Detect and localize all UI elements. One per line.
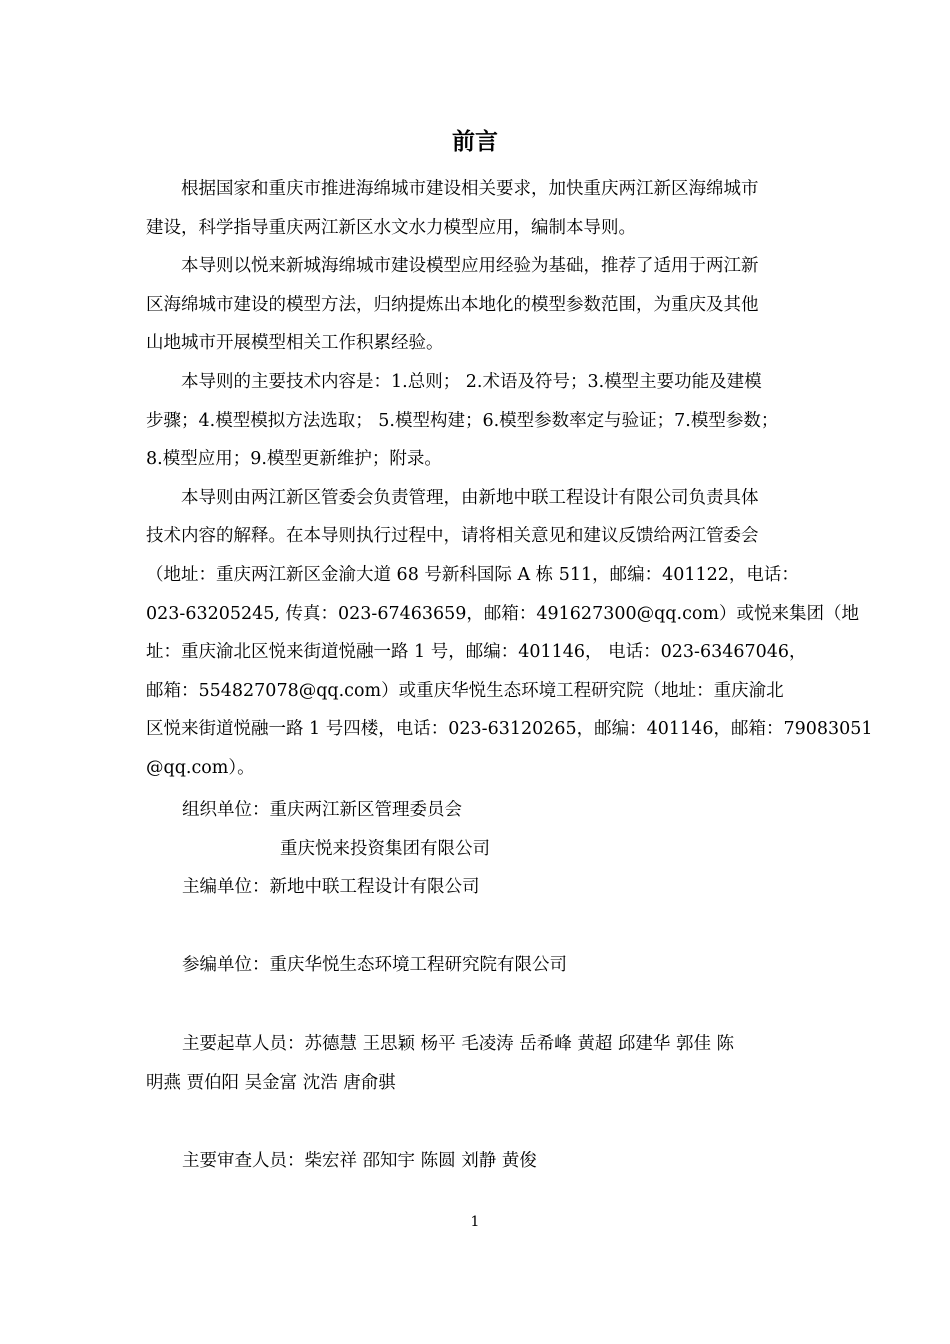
paragraph-line: 区悦来街道悦融一路 1 号四楼，电话：023-63120265，邮编：401146，邮箱：79083051	[146, 719, 873, 740]
paragraph-line: @qq.com）。	[146, 757, 255, 778]
organizer-label: 组织单位：	[182, 800, 270, 820]
drafters-block	[146, 1025, 806, 1102]
drafters-row	[146, 1025, 806, 1064]
paragraph-line: 步骤；4.模型模拟方法选取； 5.模型构建；6.模型参数率定与验证；7.模型参数；	[146, 410, 779, 431]
reviewers-names: 柴宏祥 邵知宇 陈圆 刘静 黄俊	[304, 1151, 537, 1171]
organizer-name: 重庆两江新区管理委员会	[269, 800, 462, 820]
chief-editor-label: 主编单位：	[182, 877, 270, 898]
preface-body	[146, 170, 873, 788]
co-editor-block	[146, 946, 806, 985]
paragraph-line: 本导则由两江新区管委会负责管理，由新地中联工程设计有限公司负责具体	[181, 487, 759, 508]
co-editor-label: 参编单位：	[182, 955, 270, 975]
organizer-name-second: 重庆悦来投资集团有限公司	[280, 838, 490, 859]
paragraph-purpose	[146, 170, 806, 247]
organizer-block	[146, 791, 806, 907]
drafters-names-continued: 明燕 贾伯阳 吴金富 沈浩 唐俞骐	[146, 1072, 396, 1093]
paragraph-line: 根据国家和重庆市推进海绵城市建设相关要求，加快重庆两江新区海绵城市	[181, 179, 759, 199]
page-number: 1	[470, 1214, 480, 1230]
drafters-names: 苏德慧 王思颖 杨平 毛凌涛 岳希峰 黄超 邱建华 郭佳 陈	[304, 1034, 735, 1054]
paragraph-line: 本导则以悦来新城海绵城市建设模型应用经验为基础，推荐了适用于两江新	[181, 256, 759, 277]
paragraph-line: 建设，科学指导重庆两江新区水文水力模型应用，编制本导则。	[146, 217, 636, 238]
paragraph-line: 023-63205245, 传真：023-67463659，邮箱：491627300@qq.com）或悦来集团（地	[146, 603, 860, 624]
reviewers-label: 主要审查人员：	[182, 1151, 305, 1171]
reviewers-block	[146, 1142, 806, 1181]
chief-editor-row	[146, 868, 806, 907]
paragraph-line: 8.模型应用；9.模型更新维护；附录。	[146, 449, 442, 470]
co-editor-name: 重庆华悦生态环境工程研究院有限公司	[269, 955, 567, 975]
paragraph-line: （地址：重庆两江新区金渝大道 68 号新科国际 A 栋 511，邮编：401122，电话：	[146, 564, 799, 585]
reviewers-row	[146, 1142, 806, 1181]
drafters-label: 主要起草人员：	[182, 1034, 305, 1054]
paragraph-line: 邮箱：554827078@qq.com）或重庆华悦生态环境工程研究院（地址：重庆渝北	[146, 680, 784, 701]
paragraph-line: 山地城市开展模型相关工作积累经验。	[146, 333, 444, 354]
co-editor-row	[146, 946, 806, 985]
paragraph-line: 技术内容的解释。在本导则执行过程中，请将相关意见和建议反馈给两江管委会	[146, 526, 759, 547]
chief-editor-name: 新地中联工程设计有限公司	[269, 877, 480, 898]
paragraph-basis	[146, 247, 806, 363]
paragraph-line: 本导则的主要技术内容是：1.总则； 2.术语及符号；3.模型主要功能及建模	[181, 371, 762, 392]
paragraph-management	[146, 479, 873, 788]
paragraph-contents	[146, 363, 806, 479]
organizer-row	[146, 791, 806, 830]
paragraph-line: 区海绵城市建设的模型方法，归纳提炼出本地化的模型参数范围，为重庆及其他	[146, 294, 759, 315]
paragraph-line: 址：重庆渝北区悦来街道悦融一路 1 号，邮编：401146， 电话：023-63467046，	[146, 642, 807, 663]
page-title: 前言	[452, 129, 498, 155]
